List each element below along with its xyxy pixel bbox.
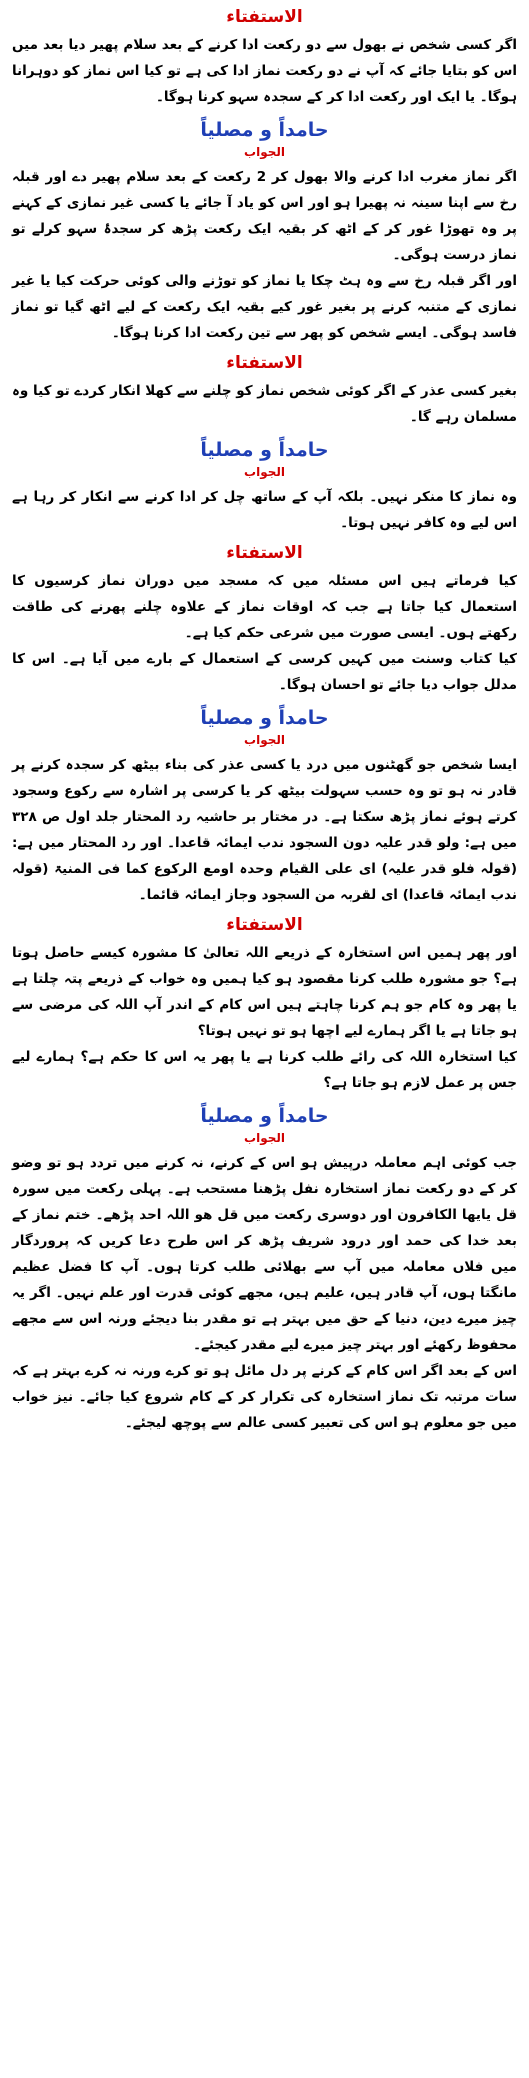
istifta-heading: الاستفتاء — [226, 353, 303, 373]
question-paragraph: اگر کسی شخص نے بھول سے دو رکعت ادا کرنے کے بعد سلام پھیر دیا بعد میں اس کو بتایا جائے کہ آپ نے دو رکعت نماز ادا کی ہے تو کیا اس نماز کو دوہرانا ہوگا۔ یا ایک اور رکعت ادا کر کے سجدہ سہو کرنا ہوگا۔ — [12, 37, 517, 105]
question-paragraph: کیا کتاب وسنت میں کہیں کرسی کے استعمال کے بارے میں آیا ہے۔ اس کا مدلل جواب دیا جائے تو احسان ہوگا۔ — [12, 651, 517, 693]
qa-section — [12, 118, 517, 346]
jawab-subheading: الجواب — [244, 1131, 285, 1145]
question-paragraph: بغیر کسی عذر کے اگر کوئی شخص نماز کو چلنے سے کھلا انکار کردے تو کیا وہ مسلمان رہے گا۔ — [12, 383, 517, 425]
hamidan-heading: حامداً و مصلیاً — [200, 439, 329, 461]
hamidan-heading: حامداً و مصلیاً — [200, 1105, 329, 1127]
istifta-heading: الاستفتاء — [226, 915, 303, 935]
istifta-heading: الاستفتاء — [226, 543, 303, 563]
qa-section — [12, 1104, 517, 1436]
jawab-subheading: الجواب — [244, 733, 285, 747]
hamidan-heading: حامداً و مصلیاً — [200, 707, 329, 729]
fatwa-document — [0, 6, 529, 2078]
question-paragraph: کیا استخارہ اللہ کی رائے طلب کرنا ہے یا پھر یہ اس کا حکم ہے؟ ہمارے لیے جس پر عمل لازم ہو جاتا ہے؟ — [12, 1049, 517, 1091]
hamidan-heading: حامداً و مصلیاً — [200, 119, 329, 141]
qa-section — [12, 6, 517, 110]
answer-paragraph: اور اگر قبلہ رخ سے وہ ہٹ چکا یا نماز کو توڑنے والی کوئی حرکت کیا یا غیر نمازی کے متنبہ کرنے پر بغیر غور کیے بقیہ ایک رکعت کے لیے اٹھ گیا تو نماز فاسد ہوگی۔ ایسے شخص کو پھر سے تین رکعت ادا کرنا ہوگا۔ — [12, 273, 517, 341]
qa-section — [12, 352, 517, 430]
question-paragraph: اور پھر ہمیں اس استخارہ کے ذریعے اللہ تعالیٰ کا مشورہ کیسے حاصل ہوتا ہے؟ جو مشورہ طلب کرنا مقصود ہو کیا ہمیں وہ خواب کے ذریعے پتہ چلتا ہے یا پھر وہ کام جو ہم کرنا چاہتے ہیں اس کام کے اندر آپ اللہ کی مرضی سے ہو جاتا ہے یا اگر ہمارے لیے اچھا ہو تو نہیں ہوتا؟ — [12, 945, 517, 1039]
qa-section — [12, 542, 517, 698]
answer-paragraph: اگر نماز مغرب ادا کرنے والا بھول کر 2 رکعت کے بعد سلام پھیر دے اور قبلہ رخ سے اپنا سینہ نہ پھیرا ہو اور اس کو یاد آ جائے یا کسی غیر نمازی کے کہنے پر وہ تھوڑا غور کر کے اٹھ کر بقیہ ایک رکعت پڑھ کر سجدۂ سہو کرلے تو نماز درست ہوگی۔ — [12, 169, 517, 263]
question-paragraph: کیا فرماتے ہیں اس مسئلہ میں کہ مسجد میں دوران نماز کرسیوں کا استعمال کیا جاتا ہے جب کہ اوقات نماز کے علاوہ چلنے پھرنے کی طاقت رکھتے ہوں۔ ایسی صورت میں شرعی حکم کیا ہے۔ — [12, 573, 517, 641]
qa-section — [12, 706, 517, 908]
istifta-heading: الاستفتاء — [226, 7, 303, 27]
qa-section — [12, 438, 517, 536]
qa-section — [12, 914, 517, 1096]
jawab-subheading: الجواب — [244, 145, 285, 159]
answer-paragraph: اس کے بعد اگر اس کام کے کرنے پر دل مائل ہو تو کرے ورنہ نہ کرے بہتر ہے کہ سات مرتبہ تک نماز استخارہ کی تکرار کر کے کام شروع کیا جائے۔ نیز خواب میں جو معلوم ہو اس کی تعبیر کسی عالم سے پوچھ لیجئے۔ — [12, 1363, 517, 1431]
answer-paragraph: وہ نماز کا منکر نہیں۔ بلکہ آپ کے ساتھ چل کر ادا کرنے سے انکار کر رہا ہے اس لیے وہ کافر نہیں ہوتا۔ — [12, 489, 517, 531]
jawab-subheading: الجواب — [244, 465, 285, 479]
answer-paragraph: ایسا شخص جو گھٹنوں میں درد یا کسی عذر کی بناء بیٹھ کر سجدہ کرنے پر قادر نہ ہو تو وہ حسب سہولت بیٹھ کر یا کرسی پر اشارہ سے رکوع وسجود کرتے ہوئے نماز پڑھ سکتا ہے۔ در مختار بر حاشیہ رد المحتار جلد اول ص ۳۲۸ میں ہے: ولو قدر علیہ دون السجود ندب ایمائہ قاعدا۔ اور رد المحتار میں ہے: (قولہ فلو قدر علیہ) ای علی القیام وحدہ اومع الرکوع کما فی المنیۃ (قولہ ندب ایمائہ قاعدا) ای لقربہ من السجود وجاز ایمائہ قائما۔ — [12, 757, 517, 903]
answer-paragraph: جب کوئی اہم معاملہ درپیش ہو اس کے کرنے، نہ کرنے میں تردد ہو تو وضو کر کے دو رکعت نماز استخارہ نفل پڑھنا مستحب ہے۔ پہلی رکعت میں سورہ قل یایھا الکافرون اور دوسری رکعت میں قل ھو اللہ احد پڑھے۔ ختم نماز کے بعد خدا کی حمد اور درود شریف پڑھ کر اس طرح دعا کریں کہ پروردگار میں فلاں معاملہ میں آپ سے بھلائی طلب کرتا ہوں۔ آپ کا فضل عظیم مانگتا ہوں، آپ قادر ہیں، علیم ہیں، مجھے کوئی قدرت اور علم نہیں۔ اگر یہ چیز میرے دین، دنیا کے حق میں بہتر ہے تو مقدر بنا دیجئے ورنہ اس سے مجھے محفوظ رکھئے اور بہتر چیز میرے لیے مقدر کیجئے۔ — [12, 1155, 517, 1353]
